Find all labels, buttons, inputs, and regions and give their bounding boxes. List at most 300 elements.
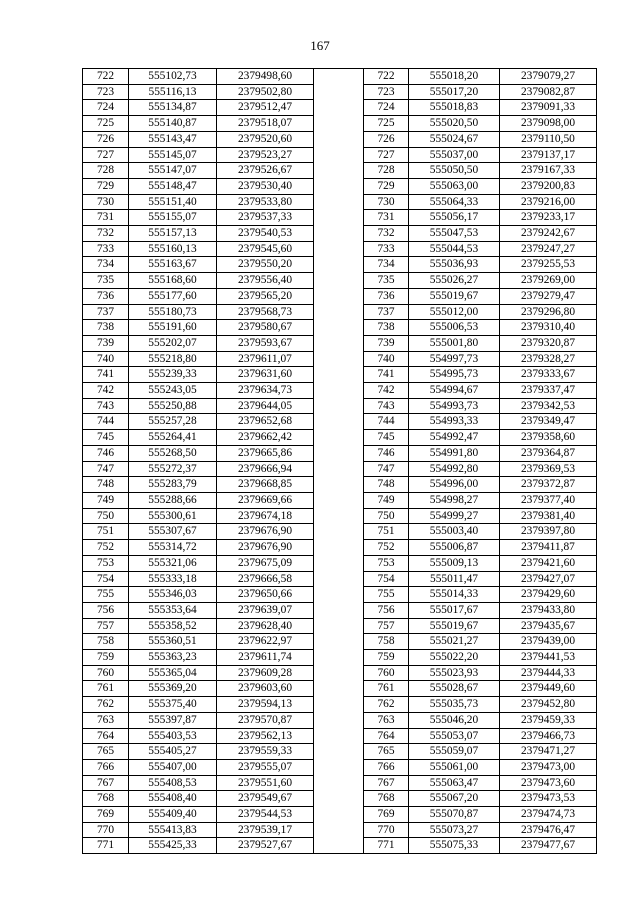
table-row	[83, 744, 597, 760]
right-y-coordinate-cell: 2379279,47	[500, 288, 597, 304]
left-point-number-cell: 766	[83, 759, 129, 775]
left-y-coordinate-cell: 2379502,80	[217, 84, 314, 100]
left-point-number-cell: 737	[83, 304, 129, 320]
column-gap-cell	[314, 445, 364, 461]
table-row	[83, 650, 597, 666]
right-point-number-cell: 753	[364, 555, 409, 571]
column-gap-cell	[314, 759, 364, 775]
right-point-number-cell: 751	[364, 524, 409, 540]
left-x-coordinate-cell: 555408,53	[129, 775, 217, 791]
right-x-coordinate-cell: 555036,93	[409, 257, 500, 273]
column-gap-cell	[314, 226, 364, 242]
column-gap-cell	[314, 116, 364, 132]
right-y-coordinate-cell: 2379269,00	[500, 273, 597, 289]
right-x-coordinate-cell: 555012,00	[409, 304, 500, 320]
left-y-coordinate-cell: 2379518,07	[217, 116, 314, 132]
right-point-number-cell: 735	[364, 273, 409, 289]
left-y-coordinate-cell: 2379652,68	[217, 414, 314, 430]
table-row	[83, 100, 597, 116]
right-point-number-cell: 733	[364, 241, 409, 257]
left-x-coordinate-cell: 555202,07	[129, 335, 217, 351]
table-row	[83, 634, 597, 650]
column-gap-cell	[314, 524, 364, 540]
right-y-coordinate-cell: 2379247,27	[500, 241, 597, 257]
right-point-number-cell: 728	[364, 163, 409, 179]
left-x-coordinate-cell: 555239,33	[129, 367, 217, 383]
left-y-coordinate-cell: 2379593,67	[217, 335, 314, 351]
right-y-coordinate-cell: 2379473,60	[500, 775, 597, 791]
right-y-coordinate-cell: 2379200,83	[500, 178, 597, 194]
table-row	[83, 210, 597, 226]
right-y-coordinate-cell: 2379364,87	[500, 445, 597, 461]
left-y-coordinate-cell: 2379611,74	[217, 650, 314, 666]
table-row	[83, 540, 597, 556]
right-point-number-cell: 738	[364, 320, 409, 336]
right-point-number-cell: 740	[364, 351, 409, 367]
left-y-coordinate-cell: 2379622,97	[217, 634, 314, 650]
left-point-number-cell: 740	[83, 351, 129, 367]
left-point-number-cell: 755	[83, 587, 129, 603]
left-y-coordinate-cell: 2379570,87	[217, 712, 314, 728]
right-y-coordinate-cell: 2379439,00	[500, 634, 597, 650]
left-x-coordinate-cell: 555346,03	[129, 587, 217, 603]
right-point-number-cell: 762	[364, 697, 409, 713]
right-point-number-cell: 741	[364, 367, 409, 383]
left-point-number-cell: 758	[83, 634, 129, 650]
column-gap-cell	[314, 351, 364, 367]
right-x-coordinate-cell: 555073,27	[409, 822, 500, 838]
right-x-coordinate-cell: 554993,73	[409, 398, 500, 414]
table-row	[83, 587, 597, 603]
right-x-coordinate-cell: 555050,50	[409, 163, 500, 179]
table-row	[83, 775, 597, 791]
table-row	[83, 194, 597, 210]
left-x-coordinate-cell: 555363,23	[129, 650, 217, 666]
right-point-number-cell: 760	[364, 665, 409, 681]
right-x-coordinate-cell: 554992,80	[409, 461, 500, 477]
table-row	[83, 147, 597, 163]
column-gap-cell	[314, 838, 364, 854]
left-x-coordinate-cell: 555353,64	[129, 602, 217, 618]
left-point-number-cell: 762	[83, 697, 129, 713]
left-x-coordinate-cell: 555147,07	[129, 163, 217, 179]
left-point-number-cell: 757	[83, 618, 129, 634]
right-y-coordinate-cell: 2379433,80	[500, 602, 597, 618]
right-y-coordinate-cell: 2379477,67	[500, 838, 597, 854]
left-y-coordinate-cell: 2379527,67	[217, 838, 314, 854]
left-point-number-cell: 760	[83, 665, 129, 681]
left-x-coordinate-cell: 555307,67	[129, 524, 217, 540]
left-y-coordinate-cell: 2379676,90	[217, 524, 314, 540]
right-x-coordinate-cell: 555019,67	[409, 288, 500, 304]
left-x-coordinate-cell: 555314,72	[129, 540, 217, 556]
right-y-coordinate-cell: 2379137,17	[500, 147, 597, 163]
left-y-coordinate-cell: 2379609,28	[217, 665, 314, 681]
left-point-number-cell: 752	[83, 540, 129, 556]
right-x-coordinate-cell: 554995,73	[409, 367, 500, 383]
left-y-coordinate-cell: 2379555,07	[217, 759, 314, 775]
left-point-number-cell: 732	[83, 226, 129, 242]
right-x-coordinate-cell: 554994,67	[409, 383, 500, 399]
left-x-coordinate-cell: 555140,87	[129, 116, 217, 132]
left-y-coordinate-cell: 2379594,13	[217, 697, 314, 713]
left-x-coordinate-cell: 555283,79	[129, 477, 217, 493]
table-row	[83, 335, 597, 351]
left-y-coordinate-cell: 2379603,60	[217, 681, 314, 697]
column-gap-cell	[314, 728, 364, 744]
table-row	[83, 430, 597, 446]
left-y-coordinate-cell: 2379666,58	[217, 571, 314, 587]
right-y-coordinate-cell: 2379242,67	[500, 226, 597, 242]
table-row	[83, 508, 597, 524]
left-x-coordinate-cell: 555360,51	[129, 634, 217, 650]
table-row	[83, 304, 597, 320]
left-y-coordinate-cell: 2379559,33	[217, 744, 314, 760]
right-point-number-cell: 739	[364, 335, 409, 351]
left-y-coordinate-cell: 2379644,05	[217, 398, 314, 414]
left-point-number-cell: 723	[83, 84, 129, 100]
left-y-coordinate-cell: 2379512,47	[217, 100, 314, 116]
table-row	[83, 273, 597, 289]
table-row	[83, 728, 597, 744]
left-x-coordinate-cell: 555272,37	[129, 461, 217, 477]
right-x-coordinate-cell: 554999,27	[409, 508, 500, 524]
right-x-coordinate-cell: 555006,87	[409, 540, 500, 556]
left-point-number-cell: 761	[83, 681, 129, 697]
right-y-coordinate-cell: 2379110,50	[500, 131, 597, 147]
left-point-number-cell: 754	[83, 571, 129, 587]
left-x-coordinate-cell: 555116,13	[129, 84, 217, 100]
right-x-coordinate-cell: 555067,20	[409, 791, 500, 807]
left-y-coordinate-cell: 2379674,18	[217, 508, 314, 524]
right-x-coordinate-cell: 555017,67	[409, 602, 500, 618]
right-y-coordinate-cell: 2379091,33	[500, 100, 597, 116]
right-y-coordinate-cell: 2379377,40	[500, 492, 597, 508]
left-x-coordinate-cell: 555288,66	[129, 492, 217, 508]
left-x-coordinate-cell: 555160,13	[129, 241, 217, 257]
column-gap-cell	[314, 461, 364, 477]
left-x-coordinate-cell: 555407,00	[129, 759, 217, 775]
page-number: 167	[310, 38, 330, 53]
right-x-coordinate-cell: 554996,00	[409, 477, 500, 493]
left-point-number-cell: 768	[83, 791, 129, 807]
table-row	[83, 163, 597, 179]
left-point-number-cell: 735	[83, 273, 129, 289]
right-point-number-cell: 729	[364, 178, 409, 194]
right-x-coordinate-cell: 555006,53	[409, 320, 500, 336]
left-y-coordinate-cell: 2379498,60	[217, 69, 314, 85]
left-point-number-cell: 748	[83, 477, 129, 493]
left-y-coordinate-cell: 2379549,67	[217, 791, 314, 807]
right-x-coordinate-cell: 555017,20	[409, 84, 500, 100]
right-point-number-cell: 765	[364, 744, 409, 760]
right-x-coordinate-cell: 555003,40	[409, 524, 500, 540]
right-point-number-cell: 747	[364, 461, 409, 477]
column-gap-cell	[314, 273, 364, 289]
left-point-number-cell: 746	[83, 445, 129, 461]
right-x-coordinate-cell: 555037,00	[409, 147, 500, 163]
right-y-coordinate-cell: 2379452,80	[500, 697, 597, 713]
left-y-coordinate-cell: 2379540,53	[217, 226, 314, 242]
left-point-number-cell: 751	[83, 524, 129, 540]
right-x-coordinate-cell: 555014,33	[409, 587, 500, 603]
column-gap-cell	[314, 194, 364, 210]
right-point-number-cell: 755	[364, 587, 409, 603]
column-gap-cell	[314, 241, 364, 257]
column-gap-cell	[314, 178, 364, 194]
left-x-coordinate-cell: 555134,87	[129, 100, 217, 116]
coordinates-table	[82, 68, 597, 854]
right-y-coordinate-cell: 2379473,00	[500, 759, 597, 775]
column-gap-cell	[314, 210, 364, 226]
column-gap-cell	[314, 335, 364, 351]
left-y-coordinate-cell: 2379669,66	[217, 492, 314, 508]
column-gap-cell	[314, 477, 364, 493]
right-x-coordinate-cell: 555021,27	[409, 634, 500, 650]
column-gap-cell	[314, 650, 364, 666]
left-x-coordinate-cell: 555403,53	[129, 728, 217, 744]
left-x-coordinate-cell: 555163,67	[129, 257, 217, 273]
left-point-number-cell: 728	[83, 163, 129, 179]
table-row	[83, 383, 597, 399]
table-row	[83, 477, 597, 493]
column-gap-cell	[314, 147, 364, 163]
column-gap-cell	[314, 414, 364, 430]
right-y-coordinate-cell: 2379444,33	[500, 665, 597, 681]
right-point-number-cell: 745	[364, 430, 409, 446]
left-point-number-cell: 767	[83, 775, 129, 791]
table-row	[83, 241, 597, 257]
right-point-number-cell: 768	[364, 791, 409, 807]
right-point-number-cell: 769	[364, 807, 409, 823]
right-x-coordinate-cell: 555070,87	[409, 807, 500, 823]
left-x-coordinate-cell: 555218,80	[129, 351, 217, 367]
right-y-coordinate-cell: 2379435,67	[500, 618, 597, 634]
right-y-coordinate-cell: 2379320,87	[500, 335, 597, 351]
left-x-coordinate-cell: 555155,07	[129, 210, 217, 226]
table-row	[83, 697, 597, 713]
left-point-number-cell: 742	[83, 383, 129, 399]
left-point-number-cell: 744	[83, 414, 129, 430]
right-point-number-cell: 742	[364, 383, 409, 399]
column-gap-cell	[314, 775, 364, 791]
left-point-number-cell: 750	[83, 508, 129, 524]
left-point-number-cell: 769	[83, 807, 129, 823]
left-point-number-cell: 759	[83, 650, 129, 666]
right-x-coordinate-cell: 555026,27	[409, 273, 500, 289]
column-gap-cell	[314, 84, 364, 100]
right-x-coordinate-cell: 555064,33	[409, 194, 500, 210]
right-x-coordinate-cell: 555047,53	[409, 226, 500, 242]
right-x-coordinate-cell: 555024,67	[409, 131, 500, 147]
left-point-number-cell: 722	[83, 69, 129, 85]
right-point-number-cell: 757	[364, 618, 409, 634]
left-x-coordinate-cell: 555375,40	[129, 697, 217, 713]
right-point-number-cell: 725	[364, 116, 409, 132]
right-y-coordinate-cell: 2379421,60	[500, 555, 597, 571]
left-x-coordinate-cell: 555365,04	[129, 665, 217, 681]
table-row	[83, 84, 597, 100]
right-point-number-cell: 752	[364, 540, 409, 556]
table-row	[83, 257, 597, 273]
left-x-coordinate-cell: 555333,18	[129, 571, 217, 587]
right-y-coordinate-cell: 2379441,53	[500, 650, 597, 666]
right-y-coordinate-cell: 2379429,60	[500, 587, 597, 603]
right-x-coordinate-cell: 555020,50	[409, 116, 500, 132]
left-y-coordinate-cell: 2379628,40	[217, 618, 314, 634]
right-point-number-cell: 743	[364, 398, 409, 414]
left-y-coordinate-cell: 2379675,09	[217, 555, 314, 571]
left-y-coordinate-cell: 2379539,17	[217, 822, 314, 838]
right-x-coordinate-cell: 555009,13	[409, 555, 500, 571]
left-y-coordinate-cell: 2379520,60	[217, 131, 314, 147]
column-gap-cell	[314, 744, 364, 760]
left-x-coordinate-cell: 555243,05	[129, 383, 217, 399]
table-row	[83, 131, 597, 147]
column-gap-cell	[314, 822, 364, 838]
right-y-coordinate-cell: 2379296,80	[500, 304, 597, 320]
right-y-coordinate-cell: 2379369,53	[500, 461, 597, 477]
right-y-coordinate-cell: 2379349,47	[500, 414, 597, 430]
right-point-number-cell: 734	[364, 257, 409, 273]
column-gap-cell	[314, 288, 364, 304]
left-x-coordinate-cell: 555369,20	[129, 681, 217, 697]
table-row	[83, 838, 597, 854]
table-row	[83, 178, 597, 194]
left-y-coordinate-cell: 2379533,80	[217, 194, 314, 210]
column-gap-cell	[314, 540, 364, 556]
table-row	[83, 807, 597, 823]
table-row	[83, 414, 597, 430]
right-y-coordinate-cell: 2379466,73	[500, 728, 597, 744]
left-point-number-cell: 745	[83, 430, 129, 446]
left-y-coordinate-cell: 2379665,86	[217, 445, 314, 461]
right-x-coordinate-cell: 555035,73	[409, 697, 500, 713]
coordinates-table-body	[83, 69, 597, 854]
right-point-number-cell: 770	[364, 822, 409, 838]
table-row	[83, 602, 597, 618]
left-x-coordinate-cell: 555102,73	[129, 69, 217, 85]
left-point-number-cell: 729	[83, 178, 129, 194]
table-row	[83, 445, 597, 461]
table-row	[83, 367, 597, 383]
right-x-coordinate-cell: 555011,47	[409, 571, 500, 587]
right-y-coordinate-cell: 2379167,33	[500, 163, 597, 179]
right-x-coordinate-cell: 555028,67	[409, 681, 500, 697]
right-y-coordinate-cell: 2379397,80	[500, 524, 597, 540]
left-point-number-cell: 747	[83, 461, 129, 477]
left-x-coordinate-cell: 555168,60	[129, 273, 217, 289]
table-row	[83, 681, 597, 697]
left-x-coordinate-cell: 555409,40	[129, 807, 217, 823]
left-point-number-cell: 725	[83, 116, 129, 132]
right-point-number-cell: 749	[364, 492, 409, 508]
table-row	[83, 226, 597, 242]
left-point-number-cell: 730	[83, 194, 129, 210]
column-gap-cell	[314, 100, 364, 116]
right-point-number-cell: 727	[364, 147, 409, 163]
right-point-number-cell: 724	[364, 100, 409, 116]
right-point-number-cell: 761	[364, 681, 409, 697]
right-y-coordinate-cell: 2379216,00	[500, 194, 597, 210]
right-point-number-cell: 746	[364, 445, 409, 461]
right-y-coordinate-cell: 2379476,47	[500, 822, 597, 838]
right-y-coordinate-cell: 2379337,47	[500, 383, 597, 399]
left-point-number-cell: 741	[83, 367, 129, 383]
left-x-coordinate-cell: 555413,83	[129, 822, 217, 838]
left-x-coordinate-cell: 555177,60	[129, 288, 217, 304]
left-x-coordinate-cell: 555300,61	[129, 508, 217, 524]
left-x-coordinate-cell: 555425,33	[129, 838, 217, 854]
right-y-coordinate-cell: 2379471,27	[500, 744, 597, 760]
left-x-coordinate-cell: 555264,41	[129, 430, 217, 446]
left-y-coordinate-cell: 2379544,53	[217, 807, 314, 823]
table-row	[83, 116, 597, 132]
left-point-number-cell: 738	[83, 320, 129, 336]
left-y-coordinate-cell: 2379565,20	[217, 288, 314, 304]
right-y-coordinate-cell: 2379411,87	[500, 540, 597, 556]
left-x-coordinate-cell: 555151,40	[129, 194, 217, 210]
left-y-coordinate-cell: 2379634,73	[217, 383, 314, 399]
right-x-coordinate-cell: 555063,47	[409, 775, 500, 791]
column-gap-cell	[314, 304, 364, 320]
column-gap-cell	[314, 697, 364, 713]
column-gap-cell	[314, 665, 364, 681]
left-y-coordinate-cell: 2379631,60	[217, 367, 314, 383]
left-y-coordinate-cell: 2379676,90	[217, 540, 314, 556]
left-y-coordinate-cell: 2379668,85	[217, 477, 314, 493]
right-x-coordinate-cell: 555061,00	[409, 759, 500, 775]
column-gap-cell	[314, 257, 364, 273]
left-y-coordinate-cell: 2379556,40	[217, 273, 314, 289]
left-x-coordinate-cell: 555257,28	[129, 414, 217, 430]
column-gap-cell	[314, 69, 364, 85]
table-row	[83, 791, 597, 807]
right-y-coordinate-cell: 2379427,07	[500, 571, 597, 587]
left-y-coordinate-cell: 2379562,13	[217, 728, 314, 744]
right-x-coordinate-cell: 555059,07	[409, 744, 500, 760]
left-x-coordinate-cell: 555268,50	[129, 445, 217, 461]
right-x-coordinate-cell: 555046,20	[409, 712, 500, 728]
right-x-coordinate-cell: 555018,20	[409, 69, 500, 85]
left-y-coordinate-cell: 2379526,67	[217, 163, 314, 179]
right-x-coordinate-cell: 555053,07	[409, 728, 500, 744]
left-point-number-cell: 753	[83, 555, 129, 571]
column-gap-cell	[314, 320, 364, 336]
left-x-coordinate-cell: 555145,07	[129, 147, 217, 163]
column-gap-cell	[314, 492, 364, 508]
left-y-coordinate-cell: 2379523,27	[217, 147, 314, 163]
right-point-number-cell: 723	[364, 84, 409, 100]
column-gap-cell	[314, 618, 364, 634]
right-point-number-cell: 736	[364, 288, 409, 304]
table-row	[83, 398, 597, 414]
left-x-coordinate-cell: 555358,52	[129, 618, 217, 634]
right-y-coordinate-cell: 2379474,73	[500, 807, 597, 823]
column-gap-cell	[314, 367, 364, 383]
right-x-coordinate-cell: 554991,80	[409, 445, 500, 461]
right-y-coordinate-cell: 2379473,53	[500, 791, 597, 807]
right-point-number-cell: 754	[364, 571, 409, 587]
column-gap-cell	[314, 681, 364, 697]
left-y-coordinate-cell: 2379545,60	[217, 241, 314, 257]
table-row	[83, 351, 597, 367]
left-x-coordinate-cell: 555157,13	[129, 226, 217, 242]
right-x-coordinate-cell: 555056,17	[409, 210, 500, 226]
column-gap-cell	[314, 508, 364, 524]
right-point-number-cell: 771	[364, 838, 409, 854]
right-y-coordinate-cell: 2379459,33	[500, 712, 597, 728]
